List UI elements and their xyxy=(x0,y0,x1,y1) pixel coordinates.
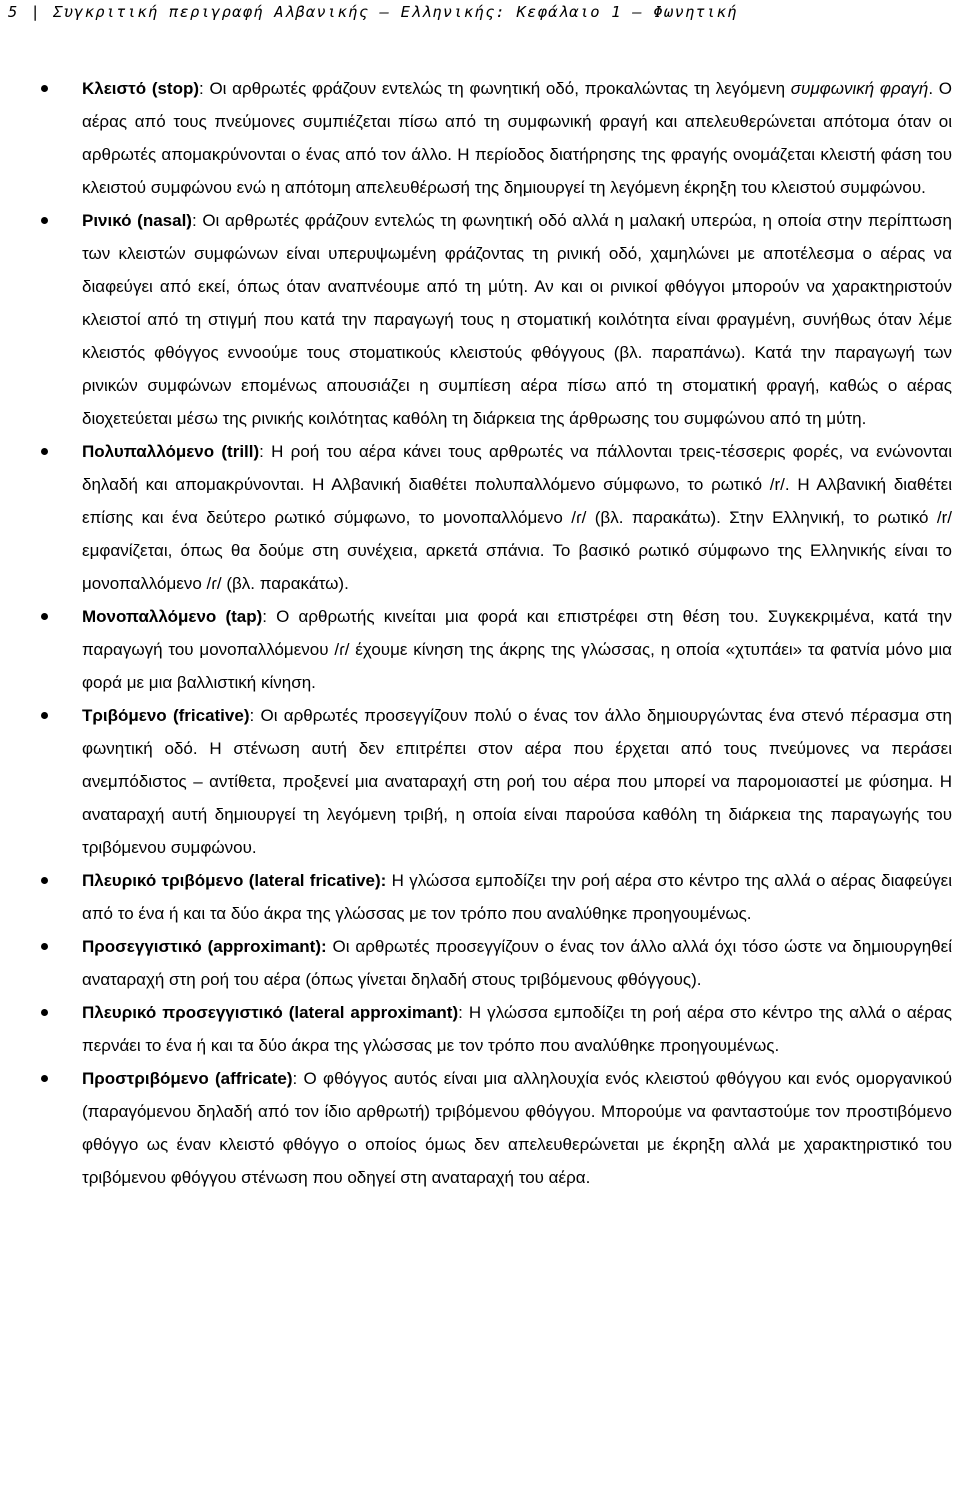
item-term: Προσεγγιστικό (approximant): xyxy=(82,937,327,956)
header-separator: | xyxy=(30,3,42,21)
item-text: Προσεγγιστικό (approximant): Οι αρθρωτές προσεγγίζουν ο ένας τον άλλο αλλά όχι τόσο ώστε να δημιουργηθεί αναταραχή στη ροή του αέρα (όπως γίνεται δηλαδή στους τριβόμενους φθόγγους). xyxy=(82,937,952,989)
italic-term: συμφωνική φραγή xyxy=(790,79,929,98)
item-term: Κλειστό (stop) xyxy=(82,79,200,98)
bullet-icon xyxy=(41,877,48,884)
item-text: Πλευρικό τριβόμενο (lateral fricative): Η γλώσσα εμποδίζει την ροή αέρα στο κέντρο της αλλά ο αέρας διαφεύγει από το ένα ή και τα δύο άκρα της γλώσσας με τον τρόπο που αναλύθηκε προηγουμένως. xyxy=(82,871,953,923)
item-term: Ρινικό (nasal) xyxy=(82,211,192,230)
item-term: Πολυπαλλόμενο (trill) xyxy=(82,442,260,461)
item-text: Μονοπαλλόμενο (tap): Ο αρθρωτής κινείται μια φορά και επιστρέφει στη θέση του. Συγκεκριμένα, κατά την παραγωγή του μονοπαλλόμενου /ɾ/ έχουμε κίνηση της άκρης της γλώσσας, η οποία «χτυπάει» τα φατνία μόνο μια φορά με μια βαλλιστική κίνηση. xyxy=(82,607,953,692)
bullet-icon xyxy=(41,448,48,455)
item-term: Τριβόμενο (fricative) xyxy=(82,706,250,725)
running-header xyxy=(8,0,738,24)
item-text: Πλευρικό προσεγγιστικό (lateral approximant): Η γλώσσα εμποδίζει τη ροή αέρα στο κέντρο της αλλά ο αέρας περνάει το ένα ή και τα δύο άκρα της γλώσσας με τον τρόπο που αναλύθηκε προηγουμένως. xyxy=(82,1003,952,1055)
bullet-icon xyxy=(41,1075,48,1082)
bullet-icon xyxy=(41,943,48,950)
list-item-lateral-fricative xyxy=(0,864,960,930)
item-text: Τριβόμενο (fricative): Οι αρθρωτές προσεγγίζουν πολύ ο ένας τον άλλο δημιουργώντας ένα στενό πέρασμα στη φωνητική οδό. Η στένωση αυτή δεν επιτρέπει στον αέρα που έρχεται από τους πνεύμονες να περάσει ανεμπόδιστος – αντίθετα, προξενεί μια αναταραχή στη ροή του αέρα που μπορεί να παρομοιαστεί με φύσημα. Η αναταραχή αυτή δημιουργεί τη λεγόμενη τριβή, η οποία είναι παρούσα καθόλη τη διάρκεια της παραγωγής του τριβόμενου συμφώνου. xyxy=(82,706,952,857)
page-number: 5 xyxy=(8,3,19,21)
item-term: Πλευρικό τριβόμενο (lateral fricative): xyxy=(82,871,387,890)
list-item-approximant xyxy=(0,930,960,996)
list-item-lateral-approximant xyxy=(0,996,960,1062)
item-term: Μονοπαλλόμενο (tap) xyxy=(82,607,263,626)
item-term: Προστριβόμενο (affricate) xyxy=(82,1069,293,1088)
list-item-tap xyxy=(0,600,960,699)
item-text: Ρινικό (nasal): Οι αρθρωτές φράζουν εντελώς τη φωνητική οδό αλλά η μαλακή υπερώα, η οποία στην περίπτωση των κλειστών συμφώνων είναι υπερυψωμένη φράζοντας τη ρινική οδό, χαμηλώνει με αποτέλεσμα ο αέρας να διαφεύγει από εκεί, όπως όταν αναπνέουμε από τη μύτη. Αν και οι ρινικοί φθόγγοι μπορούν να χαρακτηριστούν κλειστοί από τη στιγμή που κατά την παραγωγή τους η στοματική κοιλότητα είναι φραγμένη, συνήθως όταν λέμε κλειστός φθόγγος εννοούμε τους στοματικούς κλειστούς φθόγγους (βλ. παραπάνω). Κατά την παραγωγή των ρινικών συμφώνων επομένως απουσιάζει η συμπίεση αέρα πίσω από τη στοματική φραγή, καθώς ο αέρας διοχετεύεται μέσω της ρινικής κοιλότητας καθόλη τη διάρκεια της άρθρωσης του συμφώνου από τη μύτη. xyxy=(82,211,952,428)
item-text: Πολυπαλλόμενο (trill): Η ροή του αέρα κάνει τους αρθρωτές να πάλλονται τρεις-τέσσερις φορές, να ενώνονται δηλαδή και απομακρύνονται. Η Αλβανική διαθέτει πολυπαλλόμενο σύμφωνο, το ρωτικό /r/. Η Αλβανική διαθέτει επίσης και ένα δεύτερο ρωτικό σύμφωνο, το μονοπαλλόμενο /ɾ/ (βλ. παρακάτω). Στην Ελληνική, το ρωτικό /r/ εμφανίζεται, όπως θα δούμε στη συνέχεια, αρκετά σπάνια. Το βασικό ρωτικό σύμφωνο της Ελληνικής είναι το μονοπαλλόμενο /ɾ/ (βλ. παρακάτω). xyxy=(82,442,952,593)
bullet-icon xyxy=(41,1009,48,1016)
manner-of-articulation-list xyxy=(0,72,960,1194)
item-text: Κλειστό (stop): Οι αρθρωτές φράζουν εντελώς τη φωνητική οδό, προκαλώντας τη λεγόμενη συμφωνική φραγή. Ο αέρας από τους πνεύμονες συμπιέζεται πίσω από τη συμφωνική φραγή και απελευθερώνεται απότομα όταν οι αρθρωτές απομακρύνονται ο ένας από τον άλλο. Η περίοδος διατήρησης της φραγής ονομάζεται κλειστή φάση του κλειστού συμφώνου ενώ η απότομη απελευθέρωσή της δημιουργεί τη λεγόμενη έκρηξη του κλειστού συμφώνου. xyxy=(82,79,953,197)
bullet-icon xyxy=(41,85,48,92)
list-item-affricate xyxy=(0,1062,960,1194)
list-item-fricative xyxy=(0,699,960,864)
item-term: Πλευρικό προσεγγιστικό (lateral approximant) xyxy=(82,1003,459,1022)
bullet-icon xyxy=(41,712,48,719)
running-title: Συγκριτική περιγραφή Αλβανικής – Ελληνικής: Κεφάλαιο 1 – Φωνητική xyxy=(53,3,738,21)
bullet-icon xyxy=(41,217,48,224)
list-item-nasal xyxy=(0,204,960,435)
list-item-trill xyxy=(0,435,960,600)
bullet-icon xyxy=(41,613,48,620)
item-text: Προστριβόμενο (affricate): Ο φθόγγος αυτός είναι μια αλληλουχία ενός κλειστού φθόγγου και ενός ομοργανικού (παραγόμενου δηλαδή από τον ίδιο αρθρωτή) τριβόμενου φθόγγου. Μπορούμε να φανταστούμε τον προστιβόμενο φθόγγο ως έναν κλειστό φθόγγο ο οποίος όμως δεν απελευθερώνεται με έκρηξη αλλά με χαρακτηριστικό του τριβόμενου φθόγγου στένωση που οδηγεί στη αναταραχή του αέρα. xyxy=(82,1069,953,1187)
list-item-stop xyxy=(0,72,960,204)
